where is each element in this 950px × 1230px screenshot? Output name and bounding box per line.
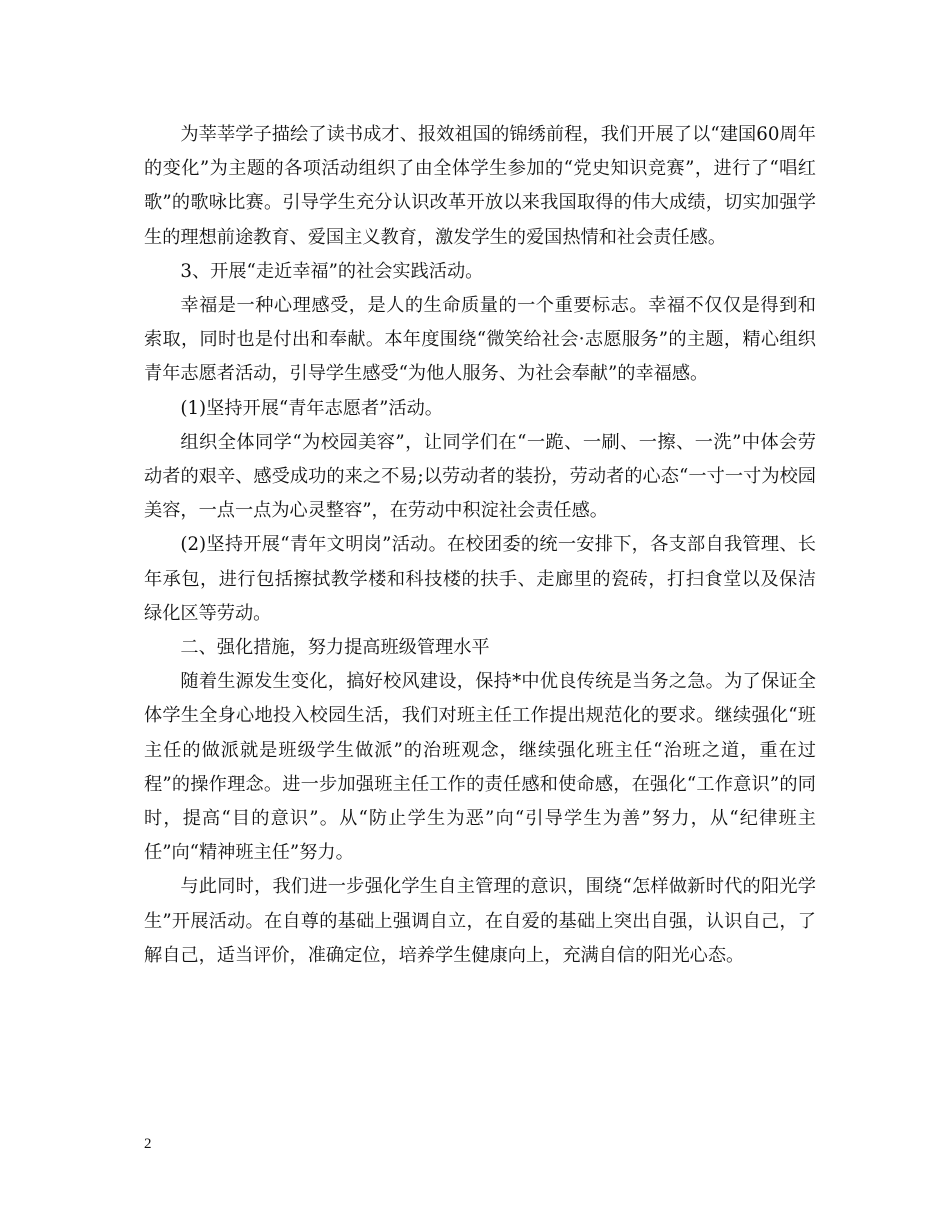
paragraph-patriotic-activities: 为莘莘学子描绘了读书成才、报效祖国的锦绣前程，我们开展了以“建国60周年的变化”为主题的各项活动组织了由全体学生参加的“党史知识竞赛”，进行了“唱红歌”的歌咏比赛。引导学生充分认识改革开放以来我国取得的伟大成绩，切实加强学生的理想前途教育、爱国主义教育，激发学生的爱国热情和社会责任感。 — [144, 124, 816, 248]
paragraph-civilized-post: (2)坚持开展“青年文明岗”活动。在校团委的统一安排下，各支部自我管理、长年承包，进行包括擦拭教学楼和科技楼的扶手、走廊里的瓷砖，打扫食堂以及保洁绿化区等劳动。 — [144, 534, 816, 624]
document-body — [144, 118, 816, 973]
subheading-youth-volunteers: (1)坚持开展“青年志愿者”活动。 — [180, 397, 443, 419]
paragraph-campus-beautify: 组织全体同学“为校园美容”，让同学们在“一跪、一刷、一擦、一洗”中体会劳动者的艰辛、感受成功的来之不易;以劳动者的装扮，劳动者的心态“一寸一寸为校园美容，一点一点为心灵整容”，在劳动中积淀社会责任感。 — [144, 431, 816, 522]
paragraph-class-teacher-work: 随着生源发生变化，搞好校风建设，保持*中优良传统是当务之急。为了保证全体学生全身心地投入校园生活，我们对班主任工作提出规范化的要求。继续强化“班主任的做派就是班级学生做派”的治班观念，继续强化班主任“治班之道，重在过程”的操作理念。进一步加强班主任工作的责任感和使命感，在强化“工作意识”的同时，提高“目的意识”。从“防止学生为恶”向“引导学生为善”努力，从“纪律班主任”向“精神班主任”努力。 — [144, 671, 816, 864]
page-number: 2 — [144, 1136, 152, 1152]
heading-class-management: 二、强化措施，努力提高班级管理水平 — [180, 637, 490, 659]
paragraph-happiness: 幸福是一种心理感受，是人的生命质量的一个重要标志。幸福不仅仅是得到和索取，同时也是付出和奉献。本年度围绕“微笑给社会·志愿服务”的主题，精心组织青年志愿者活动，引导学生感受“为他人服务、为社会奉献”的幸福感。 — [144, 295, 816, 385]
heading-happiness-practice: 3、开展“走近幸福”的社会实践活动。 — [180, 260, 484, 282]
paragraph-self-management: 与此同时，我们进一步强化学生自主管理的意识，围绕“怎样做新时代的阳光学生”开展活动。在自尊的基础上强调自立，在自爱的基础上突出自强，认识自己，了解自己，适当评价，准确定位，培养学生健康向上，充满自信的阳光心态。 — [144, 876, 816, 966]
